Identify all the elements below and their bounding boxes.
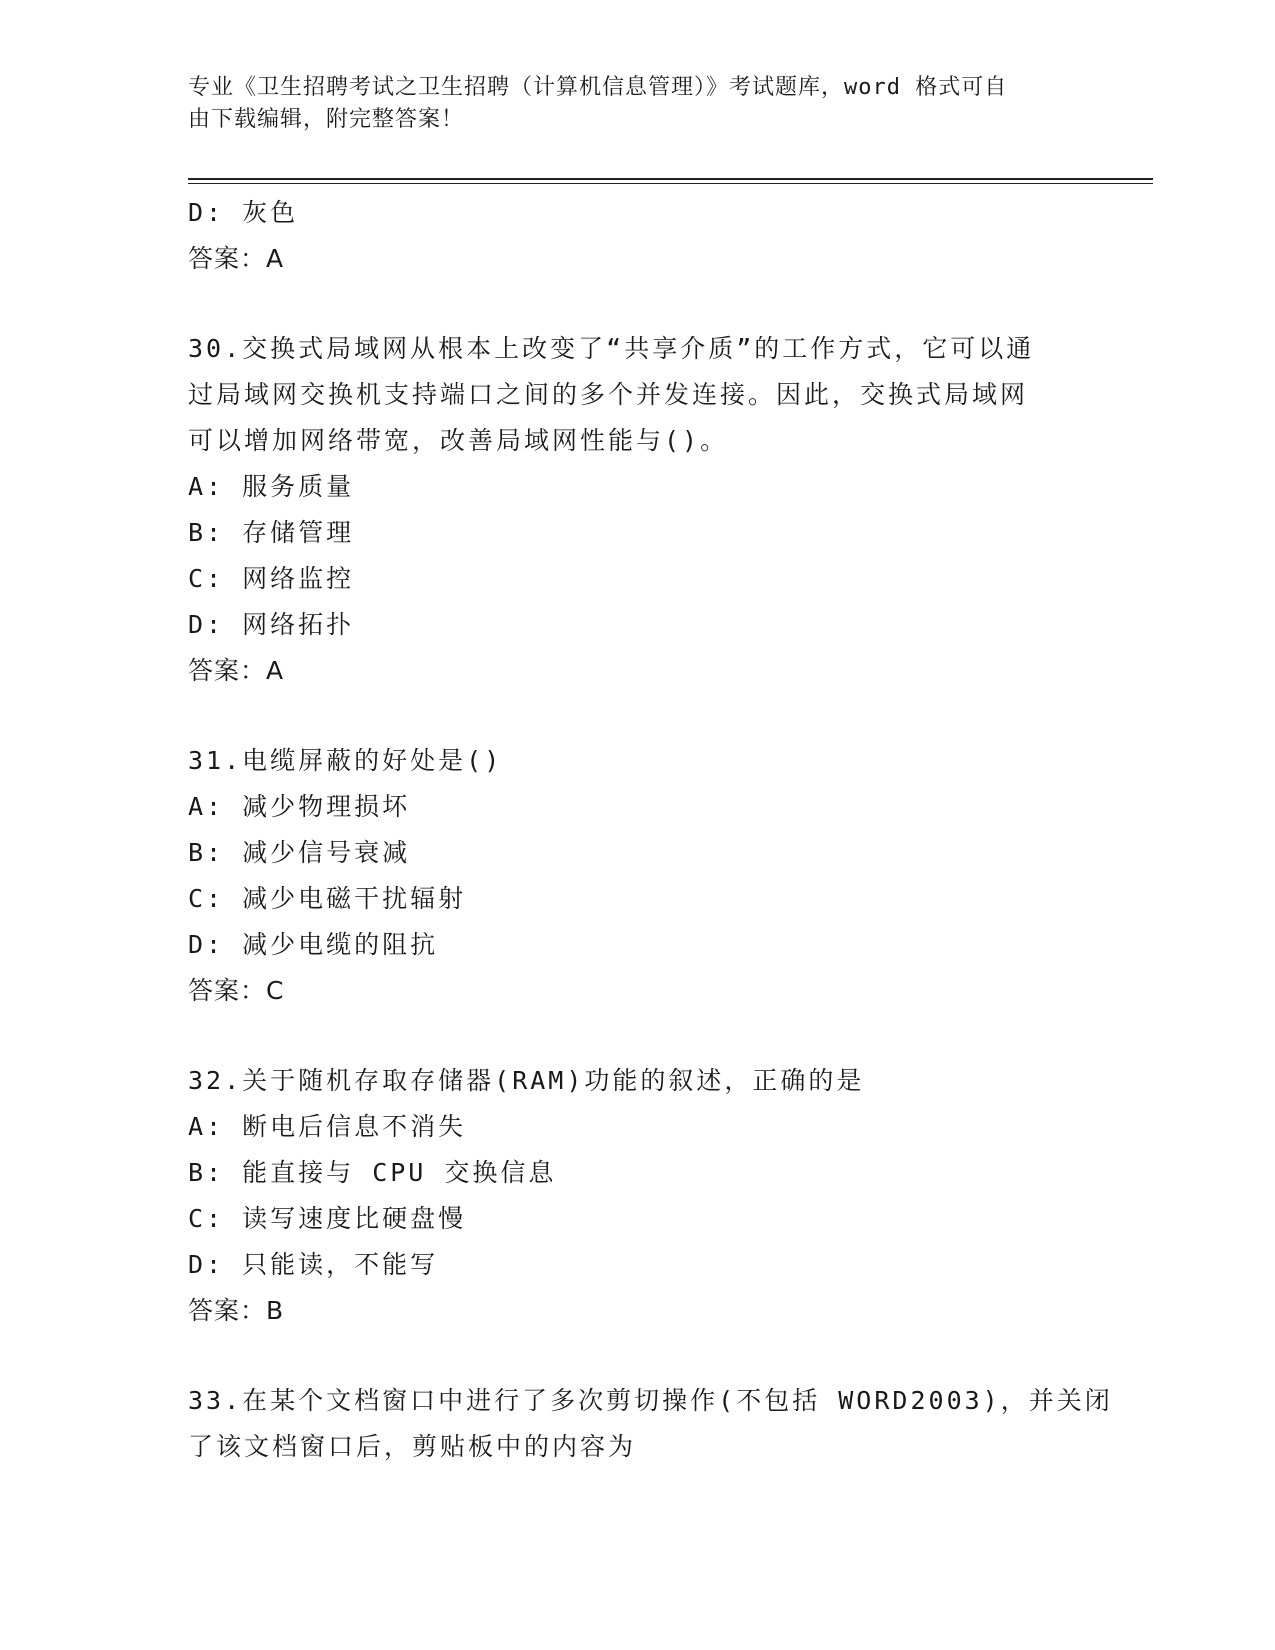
option-d: D: 灰色 bbox=[188, 198, 299, 227]
answer-line: 答案：C bbox=[188, 976, 285, 1005]
option-a: A: 断电后信息不消失 bbox=[188, 1112, 467, 1141]
option-c: C: 读写速度比硬盘慢 bbox=[188, 1204, 467, 1233]
question-content bbox=[188, 190, 1113, 1470]
header-divider-thick bbox=[188, 178, 1153, 180]
option-a: A: 服务质量 bbox=[188, 472, 355, 501]
option-b: B: 存储管理 bbox=[188, 518, 355, 547]
question-text-line: 32.关于随机存取存储器(RAM)功能的叙述，正确的是 bbox=[188, 1066, 865, 1095]
option-b: B: 减少信号衰减 bbox=[188, 838, 411, 867]
question-text-line: 33.在某个文档窗口中进行了多次剪切操作(不包括 WORD2003)，并关闭 bbox=[188, 1386, 1113, 1415]
header-divider-thin bbox=[188, 183, 1153, 184]
question-32 bbox=[188, 1058, 1088, 1334]
question-text-line: 可以增加网络带宽，改善局域网性能与()。 bbox=[188, 426, 729, 455]
option-a: A: 减少物理损坏 bbox=[188, 792, 411, 821]
answer-line: 答案：A bbox=[188, 656, 285, 685]
question-text-line: 30.交换式局域网从根本上改变了“共享介质”的工作方式，它可以通 bbox=[188, 334, 1035, 363]
question-text-line: 了该文档窗口后，剪贴板中的内容为 bbox=[188, 1432, 637, 1461]
option-b: B: 能直接与 CPU 交换信息 bbox=[188, 1158, 557, 1187]
option-d: D: 网络拓扑 bbox=[188, 610, 355, 639]
page-header bbox=[188, 72, 1068, 136]
question-text-line: 过局域网交换机支持端口之间的多个并发连接。因此，交换式局域网 bbox=[188, 380, 1029, 409]
question-31 bbox=[188, 738, 1088, 1014]
option-c: C: 网络监控 bbox=[188, 564, 355, 593]
option-c: C: 减少电磁干扰辐射 bbox=[188, 884, 467, 913]
previous-question-tail bbox=[188, 190, 1088, 282]
header-line-1: 专业《卫生招聘考试之卫生招聘（计算机信息管理）》考试题库，word 格式可自 bbox=[188, 75, 1008, 100]
answer-line: 答案：A bbox=[188, 244, 285, 273]
option-d: D: 只能读，不能写 bbox=[188, 1250, 439, 1279]
question-text-line: 31.电缆屏蔽的好处是() bbox=[188, 746, 503, 775]
question-30 bbox=[188, 326, 1088, 694]
header-line-2: 由下载编辑，附完整答案！ bbox=[188, 107, 465, 132]
option-d: D: 减少电缆的阻抗 bbox=[188, 930, 439, 959]
question-33 bbox=[188, 1378, 1113, 1470]
answer-line: 答案：B bbox=[188, 1296, 285, 1325]
